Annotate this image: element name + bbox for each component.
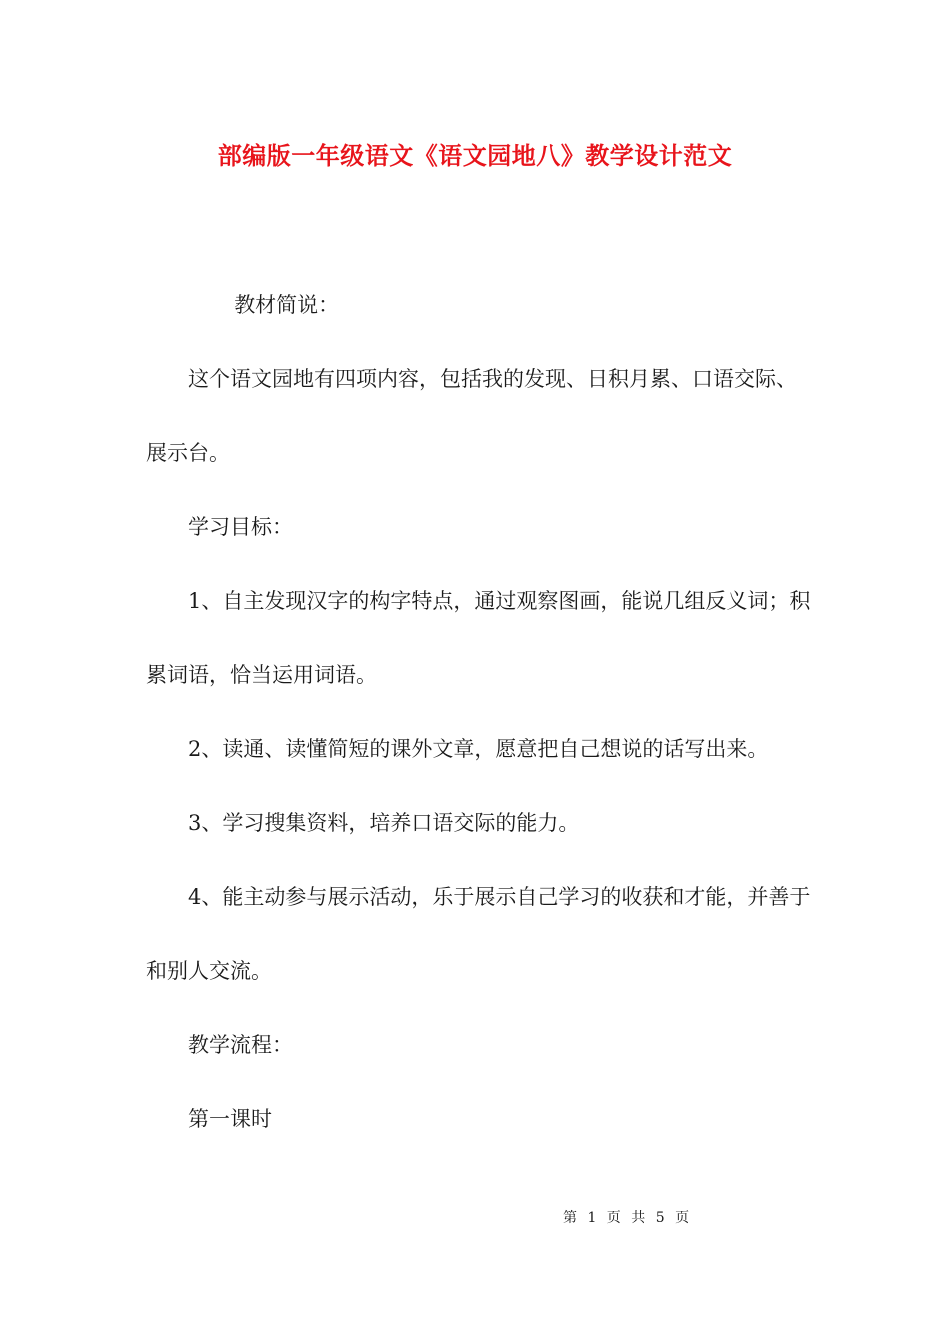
paragraph-goal-4: 4、能主动参与展示活动，乐于展示自己学习的收获和才能，并善于和别人交流。 [146, 885, 811, 983]
document-title: 部编版一年级语文《语文园地八》教学设计范文 [217, 141, 733, 170]
document-body [146, 268, 816, 1156]
paragraph-material-intro-heading: 教材简说： [234, 293, 340, 317]
paragraph-material-intro: 这个语文园地有四项内容，包括我的发现、日积月累、口语交际、展示台。 [146, 367, 797, 465]
paragraph-learning-goals-heading: 学习目标： [188, 515, 293, 539]
paragraph-teaching-process-heading: 教学流程： [188, 1033, 293, 1057]
paragraph-goal-3: 3、学习搜集资料，培养口语交际的能力。 [188, 811, 580, 835]
page-number-footer: 第 1 页 共 5 页 [563, 1210, 693, 1226]
paragraph-goal-2: 2、读通、读懂简短的课外文章，愿意把自己想说的话写出来。 [188, 737, 769, 761]
paragraph-first-lesson: 第一课时 [188, 1107, 272, 1131]
paragraph-goal-1: 1、自主发现汉字的构字特点，通过观察图画，能说几组反义词；积累词语，恰当运用词语。 [146, 589, 811, 687]
